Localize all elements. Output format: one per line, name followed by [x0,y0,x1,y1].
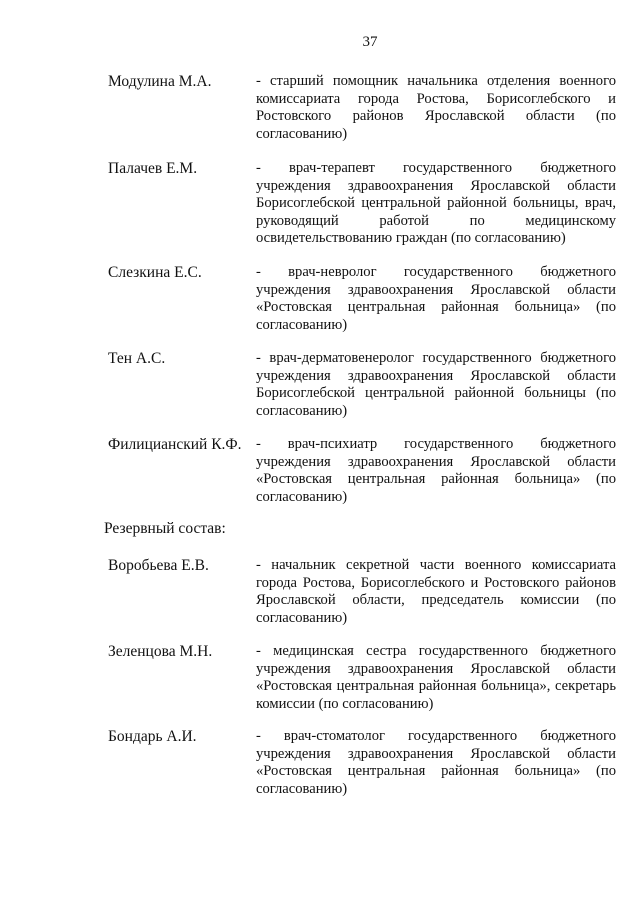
member-description: - врач-дерматовенеролог государственного бюджетного учреждения здравоохранения Ярославской области Борисоглебской центральной районной больницы (по согласованию) [256,350,616,419]
member-description: - врач-терапевт государственного бюджетного учреждения здравоохранения Ярославской области Борисоглебской центральной районной больницы, врач, руководящий работой по медицинскому освидетельствованию граждан (по согласованию) [256,160,616,247]
member-name: Модулина М.А. [108,73,212,90]
page-number: 37 [362,34,378,50]
member-description: - врач-психиатр государственного бюджетного учреждения здравоохранения Ярославской области «Ростовская центральная районная больница» (по согласованию) [256,436,616,505]
member-description: - начальник секретной части военного комиссариата города Ростова, Борисоглебского и Ростовского районов Ярославской области, председатель комиссии (по согласованию) [256,557,616,626]
member-name: Воробьева Е.В. [108,557,209,574]
member-description: - старший помощник начальника отделения военного комиссариата города Ростова, Борисоглебского и Ростовского районов Ярославской области (по согласованию) [256,73,616,142]
member-name: Бондарь А.И. [108,728,197,745]
member-name: Тен А.С. [108,350,166,367]
member-description: - медицинская сестра государственного бюджетного учреждения здравоохранения Ярославской области «Ростовская центральная районная больница», секретарь комиссии (по согласованию) [256,643,616,712]
member-name: Зеленцова М.Н. [108,643,213,660]
member-description: - врач-невролог государственного бюджетного учреждения здравоохранения Ярославской области «Ростовская центральная районная больница» (по согласованию) [256,264,616,333]
reserve-heading: Резервный состав: [104,520,226,537]
member-name: Филицианский К.Ф. [108,436,242,453]
member-name: Палачев Е.М. [108,160,198,177]
member-description: - врач-стоматолог государственного бюджетного учреждения здравоохранения Ярославской области «Ростовская центральная районная больница» (по согласованию) [256,728,616,797]
member-name: Слезкина Е.С. [108,264,202,281]
